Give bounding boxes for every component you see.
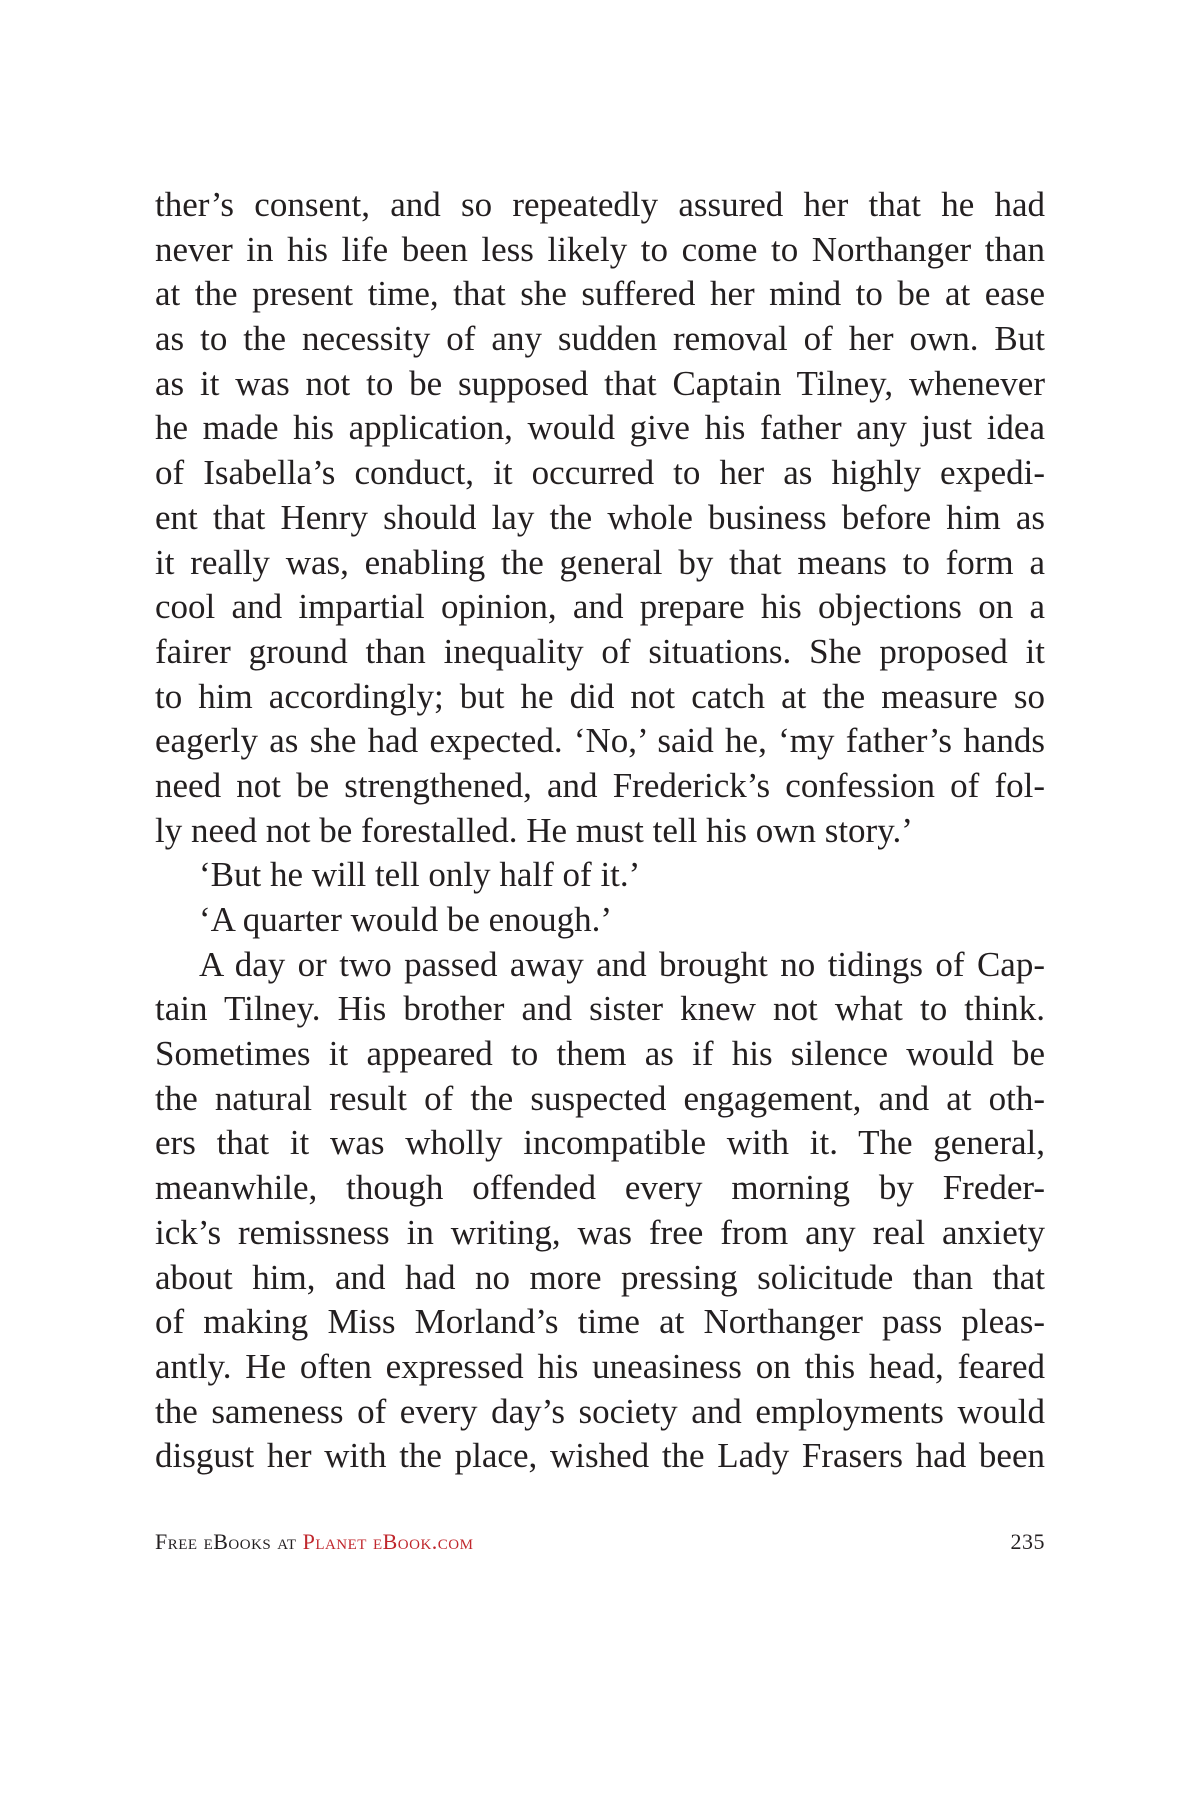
text-line: he made his application, would give his father any just idea — [155, 408, 1045, 448]
text-line: it really was, enabling the general by that means to form a — [155, 542, 1045, 582]
text-line: the natural result of the suspected engagement, and at oth- — [155, 1078, 1045, 1118]
text-line: ‘A quarter would be enough.’ — [199, 900, 613, 939]
text-line: ther’s consent, and so repeatedly assured her that he had — [155, 185, 1045, 224]
text-line: as to the necessity of any sudden removal of her own. But — [155, 319, 1045, 359]
footer-prefix: Free eBooks at — [155, 1529, 297, 1554]
text-line: of Isabella’s conduct, it occurred to her as highly expedi- — [155, 453, 1045, 493]
text-line: to him accordingly; but he did not catch at the measure so — [155, 676, 1045, 716]
text-line: ent that Henry should lay the whole business before him as — [155, 497, 1045, 537]
text-line: Sometimes it appeared to them as if his silence would be — [155, 1034, 1045, 1074]
page-number: 235 — [1010, 1529, 1045, 1554]
text-line: ‘But he will tell only half of it.’ — [199, 855, 641, 895]
text-line: as it was not to be supposed that Captain Tilney, whenever — [155, 363, 1045, 403]
text-line: eagerly as she had expected. ‘No,’ said he, ‘my father’s hands — [155, 721, 1045, 761]
text-line: need not be strengthened, and Frederick’s confession of fol- — [155, 765, 1045, 805]
footer-brand-link[interactable]: Planet eBook.com — [302, 1529, 474, 1554]
text-line: tain Tilney. His brother and sister knew not what to think. — [155, 989, 1045, 1029]
text-line: the sameness of every day’s society and employments would — [155, 1391, 1045, 1431]
text-line: disgust her with the place, wished the Lady Frasers had been — [155, 1436, 1045, 1476]
text-line: at the present time, that she suffered her mind to be at ease — [155, 274, 1045, 314]
text-line: antly. He often expressed his uneasiness on this head, feared — [155, 1346, 1045, 1386]
text-line: ly need not be forestalled. He must tell his own story.’ — [155, 810, 913, 850]
text-line: of making Miss Morland’s time at Northanger pass pleas- — [155, 1302, 1045, 1342]
text-line: ers that it was wholly incompatible with it. The general, — [155, 1123, 1045, 1163]
body-text — [155, 183, 1045, 1479]
text-line: cool and impartial opinion, and prepare his objections on a — [155, 587, 1045, 627]
text-line: never in his life been less likely to come to Northanger than — [155, 229, 1045, 269]
footer-credit — [155, 1526, 473, 1558]
text-line: meanwhile, though offended every morning by Freder- — [155, 1168, 1045, 1208]
page-footer — [155, 1526, 1045, 1558]
text-line: fairer ground than inequality of situations. She proposed it — [155, 631, 1045, 671]
text-line: ick’s remissness in writing, was free from any real anxiety — [155, 1212, 1045, 1252]
text-line: about him, and had no more pressing solicitude than that — [155, 1257, 1045, 1297]
text-line: A day or two passed away and brought no tidings of Cap- — [199, 944, 1045, 984]
